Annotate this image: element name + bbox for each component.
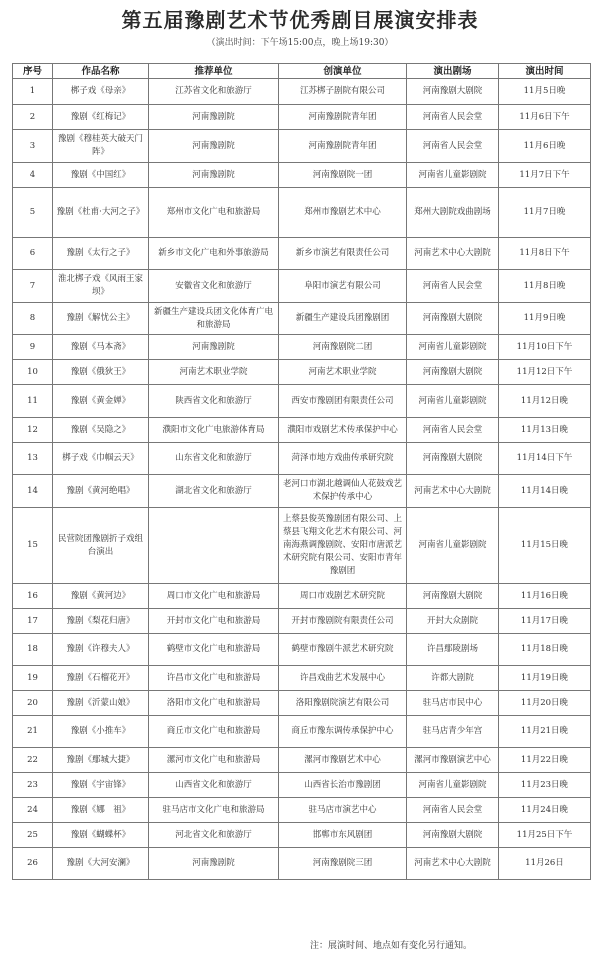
- cell-troupe: 河南豫剧院青年团: [279, 105, 407, 130]
- cell-troupe: 邯郸市东风剧团: [279, 823, 407, 848]
- table-row: [13, 418, 591, 443]
- cell-time: 11月12日下午: [499, 360, 591, 385]
- table-row: [13, 508, 591, 584]
- cell-seq: 8: [13, 303, 53, 335]
- cell-time: 11月7日晚: [499, 188, 591, 238]
- cell-theater: 河南豫剧大剧院: [407, 823, 499, 848]
- cell-work: 豫剧《俄狄王》: [53, 360, 149, 385]
- cell-work: 豫剧《梨花归唐》: [53, 609, 149, 634]
- cell-theater: 河南省儿童影剧院: [407, 773, 499, 798]
- cell-time: 11月17日晚: [499, 609, 591, 634]
- cell-troupe: 河南豫剧院三团: [279, 848, 407, 880]
- cell-seq: 25: [13, 823, 53, 848]
- page-title: 第五届豫剧艺术节优秀剧目展演安排表: [121, 8, 479, 32]
- cell-theater: 河南豫剧大剧院: [407, 303, 499, 335]
- cell-work: 豫剧《穆桂英大破天门阵》: [53, 130, 149, 163]
- cell-recommender: 商丘市文化广电和旅游局: [149, 716, 279, 748]
- cell-theater: 河南豫剧大剧院: [407, 443, 499, 475]
- cell-troupe: 河南豫剧院二团: [279, 335, 407, 360]
- cell-theater: 河南省人民会堂: [407, 130, 499, 163]
- table-row: [13, 130, 591, 163]
- cell-theater: 漯河市豫剧演艺中心: [407, 748, 499, 773]
- cell-troupe: 上蔡县俊英豫剧团有限公司、上蔡县飞翔文化艺术有限公司、河南海燕调豫剧院、安阳市唐派艺术研究院有限公司、安阳市青年豫剧团: [279, 508, 407, 584]
- cell-troupe: 开封市豫剧院有限责任公司: [279, 609, 407, 634]
- cell-theater: 河南豫剧大剧院: [407, 79, 499, 105]
- table-row: [13, 105, 591, 130]
- cell-work: 梆子戏《巾帼云天》: [53, 443, 149, 475]
- cell-time: 11月12日晚: [499, 385, 591, 418]
- table-row: [13, 335, 591, 360]
- cell-time: 11月25日下午: [499, 823, 591, 848]
- table-row: [13, 748, 591, 773]
- cell-recommender: 湖北省文化和旅游厅: [149, 475, 279, 508]
- cell-seq: 14: [13, 475, 53, 508]
- cell-recommender: 河南豫剧院: [149, 848, 279, 880]
- cell-troupe: 河南豫剧院青年团: [279, 130, 407, 163]
- cell-recommender: 洛阳市文化广电和旅游局: [149, 691, 279, 716]
- cell-seq: 17: [13, 609, 53, 634]
- cell-recommender: 安徽省文化和旅游厅: [149, 270, 279, 303]
- table-row: [13, 609, 591, 634]
- cell-time: 11月9日晚: [499, 303, 591, 335]
- cell-seq: 19: [13, 666, 53, 691]
- header-work: 作品名称: [53, 64, 149, 79]
- cell-theater: 河南省人民会堂: [407, 418, 499, 443]
- cell-theater: 河南艺术中心大剧院: [407, 238, 499, 270]
- cell-recommender: 新疆生产建设兵团文化体育广电和旅游局: [149, 303, 279, 335]
- cell-work: 豫剧《小推车》: [53, 716, 149, 748]
- cell-time: 11月26日: [499, 848, 591, 880]
- cell-time: 11月14日晚: [499, 475, 591, 508]
- cell-seq: 13: [13, 443, 53, 475]
- cell-work: 豫剧《黄河绝唱》: [53, 475, 149, 508]
- cell-seq: 7: [13, 270, 53, 303]
- cell-time: 11月21日晚: [499, 716, 591, 748]
- table-row: [13, 475, 591, 508]
- cell-theater: 河南省人民会堂: [407, 270, 499, 303]
- cell-theater: 河南省人民会堂: [407, 105, 499, 130]
- cell-time: 11月22日晚: [499, 748, 591, 773]
- cell-theater: 驻马店市民中心: [407, 691, 499, 716]
- cell-seq: 6: [13, 238, 53, 270]
- cell-recommender: 河南艺术职业学院: [149, 360, 279, 385]
- cell-troupe: 周口市戏剧艺术研究院: [279, 584, 407, 609]
- cell-seq: 21: [13, 716, 53, 748]
- cell-theater: 开封大众剧院: [407, 609, 499, 634]
- table-row: [13, 584, 591, 609]
- cell-recommender: 濮阳市文化广电旅游体育局: [149, 418, 279, 443]
- cell-troupe: 鹤壁市豫剧牛派艺术研究院: [279, 634, 407, 666]
- cell-theater: 河南省人民会堂: [407, 798, 499, 823]
- performance-time-note: （演出时间：下午场15:00点，晚上场19:30）: [206, 38, 394, 48]
- cell-troupe: 郑州市豫剧艺术中心: [279, 188, 407, 238]
- cell-theater: 河南省儿童影剧院: [407, 508, 499, 584]
- cell-theater: 河南豫剧大剧院: [407, 360, 499, 385]
- cell-recommender: 新乡市文化广电和外事旅游局: [149, 238, 279, 270]
- table-row: [13, 443, 591, 475]
- cell-seq: 11: [13, 385, 53, 418]
- cell-work: 豫剧《杜甫·大河之子》: [53, 188, 149, 238]
- cell-seq: 22: [13, 748, 53, 773]
- cell-work: 豫剧《中国红》: [53, 163, 149, 188]
- cell-seq: 12: [13, 418, 53, 443]
- cell-time: 11月6日晚: [499, 130, 591, 163]
- cell-time: 11月13日晚: [499, 418, 591, 443]
- cell-work: 豫剧《解忧公主》: [53, 303, 149, 335]
- cell-work: 民营院团豫剧折子戏组台演出: [53, 508, 149, 584]
- cell-seq: 5: [13, 188, 53, 238]
- table-row: [13, 823, 591, 848]
- cell-troupe: 漯河市豫剧艺术中心: [279, 748, 407, 773]
- cell-time: 11月7日下午: [499, 163, 591, 188]
- table-row: [13, 303, 591, 335]
- cell-theater: 郑州大剧院戏曲剧场: [407, 188, 499, 238]
- table-row: [13, 634, 591, 666]
- cell-recommender: 河南豫剧院: [149, 105, 279, 130]
- cell-troupe: 新疆生产建设兵团豫剧团: [279, 303, 407, 335]
- cell-troupe: 新乡市演艺有限责任公司: [279, 238, 407, 270]
- cell-time: 11月19日晚: [499, 666, 591, 691]
- cell-seq: 18: [13, 634, 53, 666]
- cell-seq: 4: [13, 163, 53, 188]
- cell-seq: 20: [13, 691, 53, 716]
- cell-time: 11月8日晚: [499, 270, 591, 303]
- cell-theater: 河南艺术中心大剧院: [407, 848, 499, 880]
- cell-seq: 26: [13, 848, 53, 880]
- cell-time: 11月6日下午: [499, 105, 591, 130]
- table-row: [13, 188, 591, 238]
- cell-troupe: 商丘市豫东调传承保护中心: [279, 716, 407, 748]
- cell-troupe: 洛阳豫剧院演艺有限公司: [279, 691, 407, 716]
- cell-recommender: 山西省文化和旅游厅: [149, 773, 279, 798]
- header-troupe: 创演单位: [279, 64, 407, 79]
- cell-time: 11月15日晚: [499, 508, 591, 584]
- cell-troupe: 江苏梆子剧院有限公司: [279, 79, 407, 105]
- cell-troupe: 阜阳市演艺有限公司: [279, 270, 407, 303]
- cell-recommender: 鹤壁市文化广电和旅游局: [149, 634, 279, 666]
- cell-recommender: 周口市文化广电和旅游局: [149, 584, 279, 609]
- cell-work: 豫剧《大河安澜》: [53, 848, 149, 880]
- table-row: [13, 848, 591, 880]
- footnote: 注：展演时间、地点如有变化另行通知。: [310, 941, 473, 951]
- cell-work: 豫剧《宇宙锋》: [53, 773, 149, 798]
- table-row: [13, 798, 591, 823]
- table-row: [13, 270, 591, 303]
- cell-seq: 15: [13, 508, 53, 584]
- cell-recommender: 驻马店市文化广电和旅游局: [149, 798, 279, 823]
- schedule-table: [12, 63, 591, 880]
- table-row: [13, 716, 591, 748]
- cell-recommender: [149, 508, 279, 584]
- cell-work: 豫剧《鄢城大捷》: [53, 748, 149, 773]
- table-row: [13, 238, 591, 270]
- cell-recommender: 山东省文化和旅游厅: [149, 443, 279, 475]
- table-header-row: [13, 64, 591, 79]
- cell-work: 豫剧《娜 祖》: [53, 798, 149, 823]
- cell-time: 11月24日晚: [499, 798, 591, 823]
- cell-seq: 10: [13, 360, 53, 385]
- cell-time: 11月14日下午: [499, 443, 591, 475]
- cell-time: 11月23日晚: [499, 773, 591, 798]
- cell-time: 11月20日晚: [499, 691, 591, 716]
- cell-troupe: 老河口市湖北越调仙人花鼓戏艺术保护传承中心: [279, 475, 407, 508]
- cell-theater: 许都大剧院: [407, 666, 499, 691]
- table-row: [13, 666, 591, 691]
- cell-troupe: 山西省长治市豫剧团: [279, 773, 407, 798]
- cell-theater: 河南艺术中心大剧院: [407, 475, 499, 508]
- header-time: 演出时间: [499, 64, 591, 79]
- cell-troupe: 河南豫剧院一团: [279, 163, 407, 188]
- cell-recommender: 郑州市文化广电和旅游局: [149, 188, 279, 238]
- cell-troupe: 菏泽市地方戏曲传承研究院: [279, 443, 407, 475]
- cell-theater: 河南省儿童影剧院: [407, 385, 499, 418]
- table-row: [13, 163, 591, 188]
- cell-seq: 24: [13, 798, 53, 823]
- cell-theater: 河南省儿童影剧院: [407, 163, 499, 188]
- cell-troupe: 许昌戏曲艺术发展中心: [279, 666, 407, 691]
- cell-work: 豫剧《沂蒙山娘》: [53, 691, 149, 716]
- cell-seq: 9: [13, 335, 53, 360]
- table-row: [13, 79, 591, 105]
- cell-recommender: 河南豫剧院: [149, 163, 279, 188]
- cell-work: 豫剧《石榴花开》: [53, 666, 149, 691]
- cell-work: 淮北梆子戏《风雨王家坝》: [53, 270, 149, 303]
- cell-recommender: 河北省文化和旅游厅: [149, 823, 279, 848]
- header-theater: 演出剧场: [407, 64, 499, 79]
- cell-work: 梆子戏《母亲》: [53, 79, 149, 105]
- cell-work: 豫剧《许穆夫人》: [53, 634, 149, 666]
- table-row: [13, 360, 591, 385]
- cell-theater: 河南豫剧大剧院: [407, 584, 499, 609]
- cell-seq: 1: [13, 79, 53, 105]
- cell-seq: 23: [13, 773, 53, 798]
- cell-time: 11月10日下午: [499, 335, 591, 360]
- cell-work: 豫剧《马本斋》: [53, 335, 149, 360]
- cell-theater: 驻马店青少年宫: [407, 716, 499, 748]
- header-seq: 序号: [13, 64, 53, 79]
- cell-recommender: 河南豫剧院: [149, 335, 279, 360]
- cell-recommender: 许昌市文化广电和旅游局: [149, 666, 279, 691]
- header-recommender: 推荐单位: [149, 64, 279, 79]
- cell-theater: 许昌鄢陵剧场: [407, 634, 499, 666]
- cell-work: 豫剧《吴隐之》: [53, 418, 149, 443]
- cell-troupe: 河南艺术职业学院: [279, 360, 407, 385]
- cell-work: 豫剧《红梅记》: [53, 105, 149, 130]
- cell-seq: 2: [13, 105, 53, 130]
- cell-theater: 河南省儿童影剧院: [407, 335, 499, 360]
- table-row: [13, 773, 591, 798]
- cell-seq: 3: [13, 130, 53, 163]
- cell-time: 11月8日下午: [499, 238, 591, 270]
- cell-seq: 16: [13, 584, 53, 609]
- table-row: [13, 691, 591, 716]
- cell-recommender: 江苏省文化和旅游厅: [149, 79, 279, 105]
- cell-recommender: 开封市文化广电和旅游局: [149, 609, 279, 634]
- cell-time: 11月16日晚: [499, 584, 591, 609]
- table-row: [13, 385, 591, 418]
- cell-recommender: 漯河市文化广电和旅游局: [149, 748, 279, 773]
- cell-work: 豫剧《黄河边》: [53, 584, 149, 609]
- cell-troupe: 驻马店市演艺中心: [279, 798, 407, 823]
- cell-work: 豫剧《蝴蝶杯》: [53, 823, 149, 848]
- cell-time: 11月5日晚: [499, 79, 591, 105]
- cell-work: 豫剧《黄金婵》: [53, 385, 149, 418]
- cell-time: 11月18日晚: [499, 634, 591, 666]
- cell-troupe: 濮阳市戏剧艺术传承保护中心: [279, 418, 407, 443]
- cell-recommender: 陕西省文化和旅游厅: [149, 385, 279, 418]
- cell-troupe: 西安市豫剧团有限责任公司: [279, 385, 407, 418]
- cell-work: 豫剧《太行之子》: [53, 238, 149, 270]
- cell-recommender: 河南豫剧院: [149, 130, 279, 163]
